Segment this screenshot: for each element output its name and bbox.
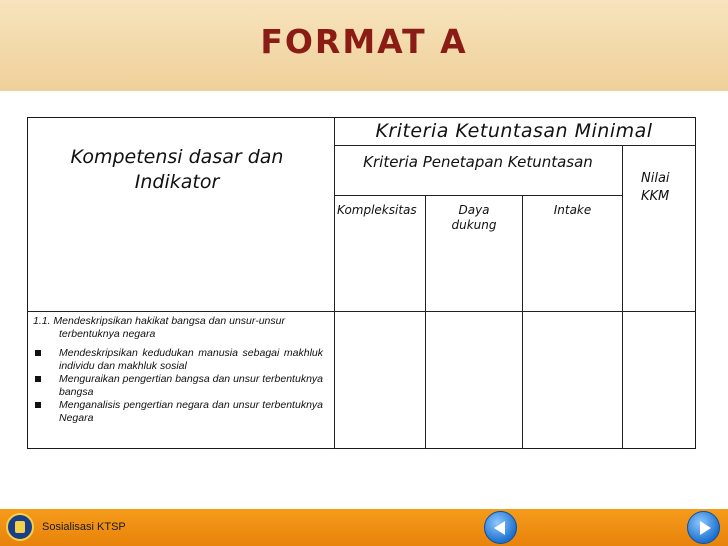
table-divider (425, 195, 426, 449)
competency-column-header: Kompetensi dasar dan Indikator (70, 146, 284, 193)
nilai-kkm-header: Nilai KKM (641, 171, 670, 204)
slide-title: FORMAT A (260, 22, 468, 61)
indicator-intro (33, 315, 323, 341)
indicator-intro-text: 1.1. Mendeskripsikan hakikat bangsa dan unsur-unsur (33, 315, 285, 327)
table-divider (334, 195, 622, 196)
support-header: Daya dukung (451, 203, 497, 232)
indicator-cell (33, 315, 323, 425)
list-item: Mendeskripsikan kedudukan manusia sebagai makhluk individu dan makhluk sosial (33, 347, 323, 373)
intake-header: Intake (553, 203, 592, 217)
back-arrow-icon (494, 521, 505, 535)
footer-bar (0, 509, 728, 546)
complexity-header: Kompleksitas (337, 203, 417, 217)
indicator-list (33, 347, 323, 425)
table-divider (27, 311, 696, 312)
previous-slide-button[interactable] (484, 511, 517, 544)
table-divider (522, 195, 523, 449)
emblem-logo-icon (6, 513, 34, 541)
list-item: Menguraikan pengertian bangsa dan unsur terbentuknya bangsa (33, 373, 323, 399)
kkm-header: Kriteria Ketuntasan Minimal (375, 120, 653, 142)
footer-label: Sosialisasi KTSP (42, 521, 126, 533)
forward-arrow-icon (700, 521, 711, 535)
bullet-icon (35, 402, 41, 408)
next-slide-button[interactable] (687, 511, 720, 544)
bullet-icon (35, 350, 41, 356)
bullet-icon (35, 376, 41, 382)
list-item: Menganalisis pengertian negara dan unsur terbentuknya Negara (33, 399, 323, 425)
penetapan-header: Kriteria Penetapan Ketuntasan (363, 153, 593, 171)
table-divider (334, 145, 696, 146)
table-divider (622, 145, 623, 449)
indicator-intro-cont: terbentuknya negara (59, 328, 156, 340)
